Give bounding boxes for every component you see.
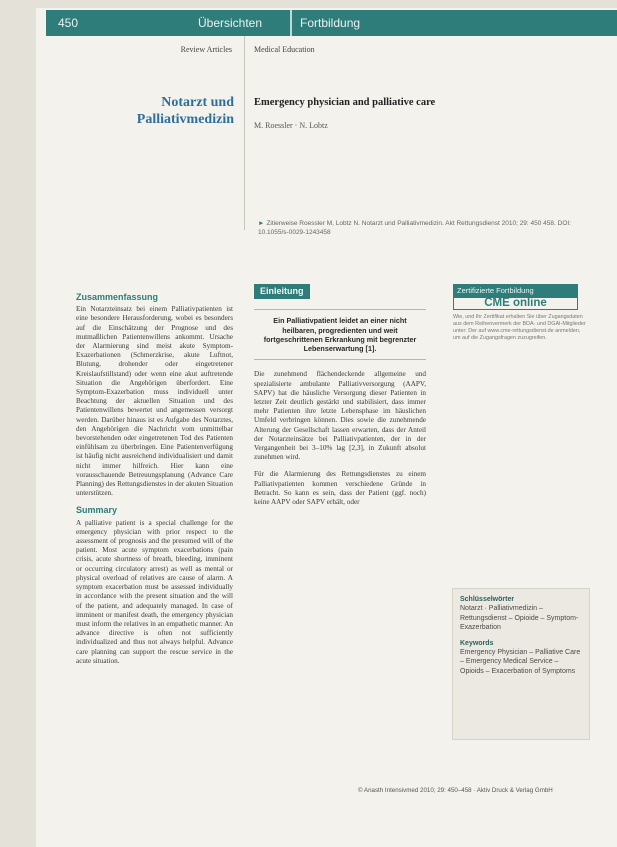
zusammenfassung-title: Zusammenfassung	[76, 292, 159, 302]
page-number: 450	[58, 16, 79, 30]
cme-text: Wie, und Ihr Zertifikat erhalten Sie über Zugangsdaten aus dem Reihenvermerk der BDA- und DGAI-Mitglieder unter: Der auf www.cme-rettungsdienst.de anmelden, um auf die Zugangsfragen zuzugreifen.	[453, 314, 586, 342]
citation	[258, 219, 590, 237]
keywords-de-title: Schlüsselwörter	[460, 596, 515, 603]
highlight-box: Ein Palliativpatient leidet an einer nicht heilbaren, progredienten und weit fortgeschrittenen Erkrankung mit begrenzter Lebenserwartung [1].	[254, 309, 426, 360]
subsection-left: Review Articles	[180, 45, 232, 54]
authors: M. Roessler · N. Lobtz	[254, 121, 328, 130]
keywords-en: Emergency Physician – Palliative Care – Emergency Medical Service – Opioids – Exacerbation of Symptoms	[460, 649, 581, 675]
header-bar	[46, 10, 617, 36]
footer: © Anasth Intensivmed 2010; 29: 450–458 · Aktiv Druck & Verlag GmbH	[358, 787, 553, 794]
einleitung-title: Einleitung	[254, 284, 310, 299]
section-label-right: Fortbildung	[300, 16, 361, 30]
title-german: Notarzt und Palliativmedizin	[136, 95, 234, 127]
column-left	[76, 293, 233, 674]
column-right	[453, 284, 587, 342]
cme-online-box[interactable]: CME online	[453, 297, 578, 310]
keywords-box	[452, 588, 590, 740]
summary-title: Summary	[76, 505, 118, 516]
summary-text: A palliative patient is a special challenge for the emergency physician with prior respect to the assessment of prognosis and the presumed will of the patient. Most acute symptom exacerbations (pain crisis, acute shortness of breath, bleeding, imminent or occurring circulatory arrest) as well as mental or physical overload of relatives are cause of alarm. A symptom exacerbation must be assessed individually in accordance with the present situation and the will of the patient, and adequately managed. In case of imminent or manifest death, the emergency physician must inform the relatives in an empathetic manner. An advance directive is often not sufficiently individualized and thus not always helpful. Advance care planning can support the rescue service in the acute situation.	[76, 518, 233, 665]
cme-label: Zertifizierte Fortbildung	[453, 284, 578, 297]
column-middle	[254, 280, 426, 515]
subsection-right: Medical Education	[254, 45, 315, 54]
keywords-en-title: Keywords	[460, 639, 494, 647]
section-label-left: Übersichten	[198, 16, 263, 30]
header-divider	[290, 10, 292, 36]
column-divider	[244, 36, 245, 230]
einleitung-text-1: Die zunehmend flächendeckende allgemeine und spezialisierte ambulante Palliativversorgung (AAPV, SAPV) hat die häusliche Versorgung dieser Patienten in letzter Zeit deutlich gestärkt und stabilisiert, dass immer mehr Patienten ihre letzte Lebensphase im häuslichen Umfeld verbringen können. Dies sowie die zunehmende Alterung der Gesellschaft lassen erwarten, dass der Anteil der Notarzteinsätze bei Palliativpatienten, der in der Vergangenheit bei 3–10% lag [2,3], in Zukunft absolut zunehmen wird.	[254, 370, 426, 462]
title-english: Emergency physician and palliative care	[254, 97, 436, 108]
arrow-icon: ►	[258, 220, 265, 227]
citation-text: Zitierweise Roessler M, Lobtz N. Notarzt und Palliativmedizin. Akt Rettungsdienst 2010; 29: 450 458. DOI: 10.1055/s-0029-1243458	[258, 220, 572, 236]
einleitung-text-2: Für die Alarmierung des Rettungsdienstes zu einem Palliativpatienten kommen verschiedene Gründe in Betracht. So kann es sein, dass der Patient (ggf. noch) keine AAPV oder SAPV erhält, oder	[254, 470, 426, 507]
keywords-de: Notarzt · Palliativmedizin – Rettungsdienst – Opioide – Symptom-Exazerbation	[460, 605, 579, 632]
zusammenfassung-text: Ein Notarzteinsatz bei einem Palliativpatienten ist eine besondere Herausforderung, wobei es besonders auf die Einschätzung der Prognose und des mutmaßlichen Patientenwillens ankommt. Ursache der Alarmierung sind meist akute Symptom-Exazerbationen (Schmerzkrise, akute Luftnot, Blutung, drohender oder eingetretener Kreislaufstillstand) oder wenn eine akut auftretende Situation die Angehörigen überfordert. Eine Symptom-Exazerbation muss individuell unter Beachtung der aktuellen Situation und des Patientenwillens bewertet und angemessen versorgt werden. Darüber hinaus ist es Aufgabe des Notarztes, den Angehörigen die Nachricht vom unmittelbar bevorstehenden oder eingetretenen Tod des Patienten einfühlsam zu überbringen. Eine Patientenverfügung ist häufig nicht ausreichend individualisiert und damit nicht immer hilfreich. Hier kann eine vorausschauende Betreuungsplanung (Advance Care Planning) des Rettungsdienstes in der akuten Situation unterstützen.	[76, 305, 233, 498]
